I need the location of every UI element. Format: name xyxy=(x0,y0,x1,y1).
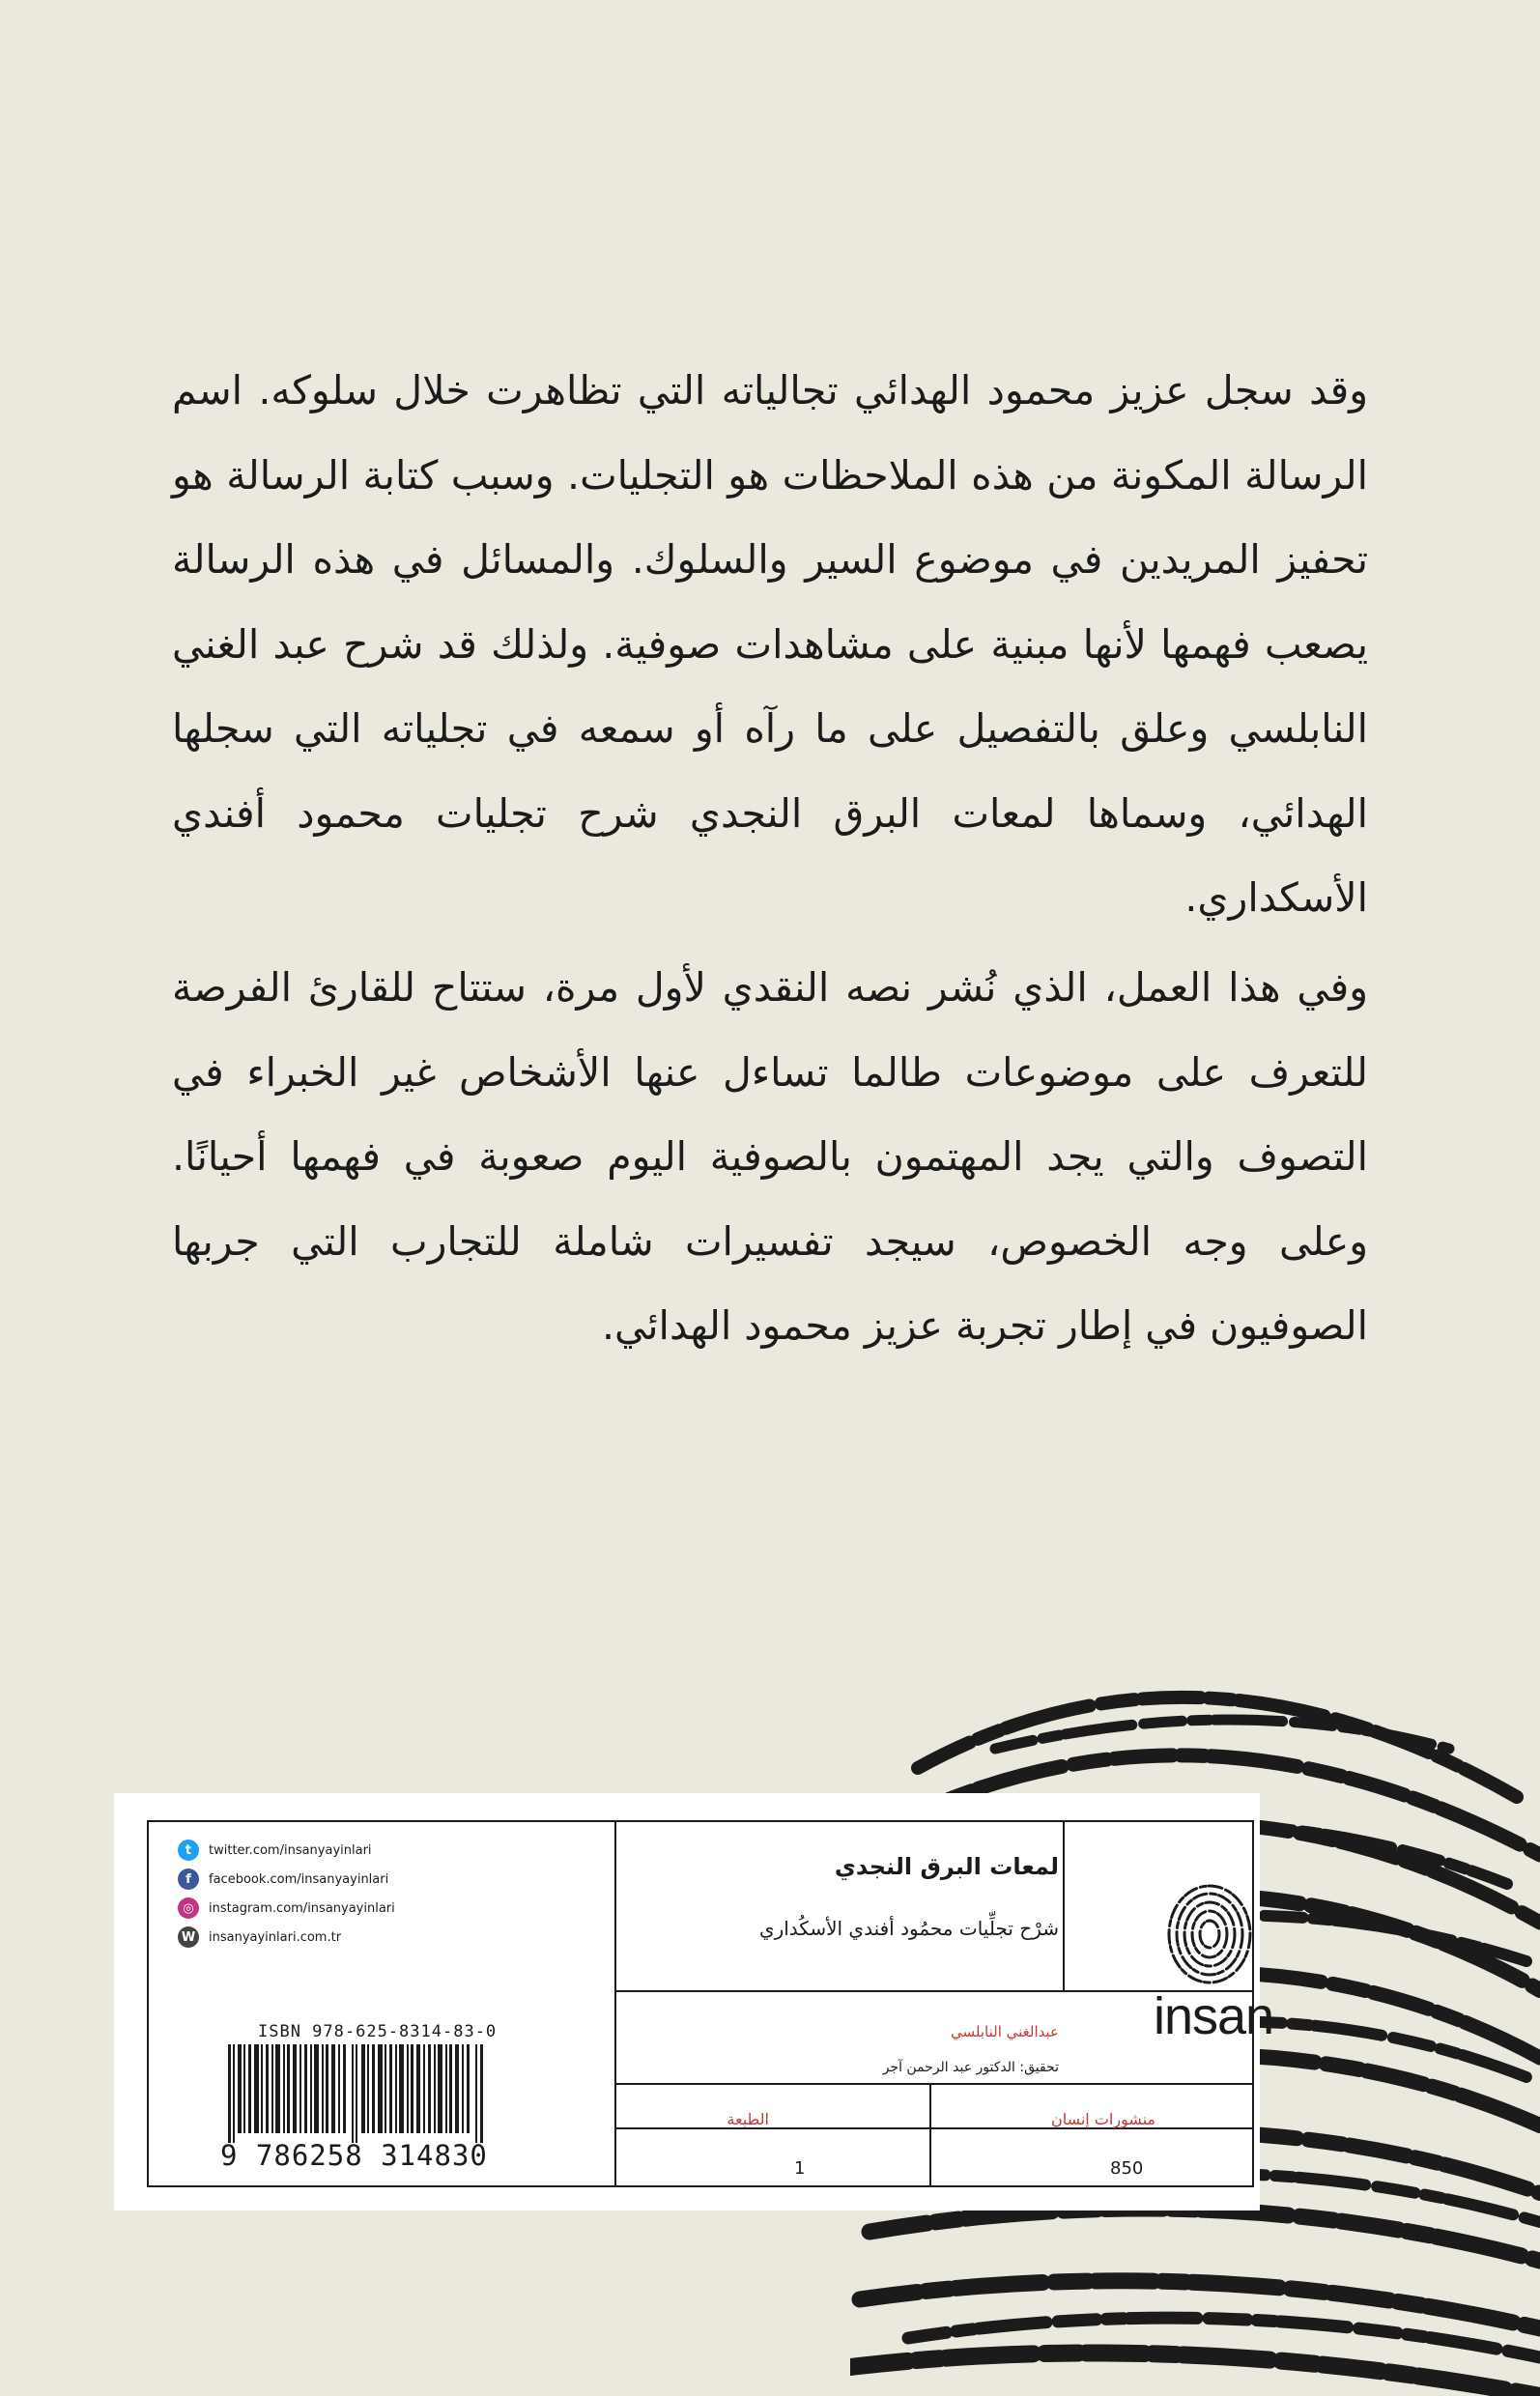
divider-vertical-logo xyxy=(1063,1822,1065,1990)
publisher-logo-text: insan xyxy=(1154,1987,1274,2045)
social-facebook-text: facebook.com/insanyayinlari xyxy=(209,1871,389,1887)
divider-vertical-bottom xyxy=(929,2083,931,2185)
publisher-label: منشورات إنسان xyxy=(1050,2110,1155,2128)
web-icon: W xyxy=(178,1926,199,1948)
social-facebook[interactable] xyxy=(178,1868,388,1890)
social-web[interactable] xyxy=(178,1926,341,1948)
social-instagram-text: instagram.com/insanyayinlari xyxy=(209,1900,395,1916)
book-subtitle: شرْح تجلِّيات محمُود أفندي الأسكُداري xyxy=(758,1917,1059,1940)
social-twitter-text: twitter.com/insanyayinlari xyxy=(209,1842,372,1858)
colophon-frame xyxy=(147,1820,1274,2187)
fingerprint-logo-icon xyxy=(1159,1880,1260,1986)
body-paragraph-1: وقد سجل عزيز محمود الهدائي تجالياته التي تظاهرت خلال سلوكه. اسم الرسالة المكونة من هذه الملاحظات هو التجليات. وسبب كتابة الرسالة هو تحفيز المريدين في موضوع السير والسلوك. والمسائل في هذه الرسالة يصعب فهمها لأنها مبنية على مشاهدات صوفية. ولذلك قد شرح عبد الغني النابلسي وعلق بالتفصيل على ما رآه أو سمعه في تجلياته التي سجلها الهدائي، وسماها لمعات البرق النجدي شرح تجليات محمود أفندي الأسكداري. xyxy=(172,367,1368,921)
body-paragraph-2: وفي هذا العمل، الذي نُشر نصه النقدي لأول مرة، ستتاح للقارئ الفرصة للتعرف على موضوعات طالما تساءل عنها الأشخاص غير الخبراء في التصوف والتي يجد المهتمون بالصوفية اليوم صعوبة في فهمها أحيانًا. وعلى وجه الخصوص، سيجد تفسيرات شاملة للتجارب التي جربها الصوفيون في إطار تجربة عزيز محمود الهدائي. xyxy=(172,964,1368,1349)
barcode xyxy=(228,2044,484,2143)
colophon-card xyxy=(114,1793,1274,2211)
divider-author-row xyxy=(614,2083,1252,2085)
instagram-icon: ◎ xyxy=(178,1897,199,1919)
social-instagram[interactable] xyxy=(178,1897,395,1919)
social-twitter[interactable] xyxy=(178,1840,372,1861)
book-title: لمعات البرق النجدي xyxy=(834,1853,1059,1880)
author-name: عبدالغني النابلسي xyxy=(951,2023,1059,2040)
edition-number: 1 xyxy=(794,2158,806,2179)
price-code: 850 xyxy=(1110,2158,1144,2179)
divider-vertical-main xyxy=(614,1822,616,2185)
isbn-label: ISBN 978-625-8314-83-0 xyxy=(258,2022,498,2041)
facebook-icon: f xyxy=(178,1868,199,1890)
social-web-text: insanyayinlari.com.tr xyxy=(209,1929,342,1945)
isbn-digits: 9 786258 314830 xyxy=(220,2139,488,2172)
editor-credit: تحقيق: الدكتور عبد الرحمن آجر xyxy=(882,2060,1059,2075)
divider-label-row xyxy=(614,2127,1252,2129)
twitter-icon: t xyxy=(178,1840,199,1861)
edition-label: الطبعة xyxy=(727,2110,769,2128)
